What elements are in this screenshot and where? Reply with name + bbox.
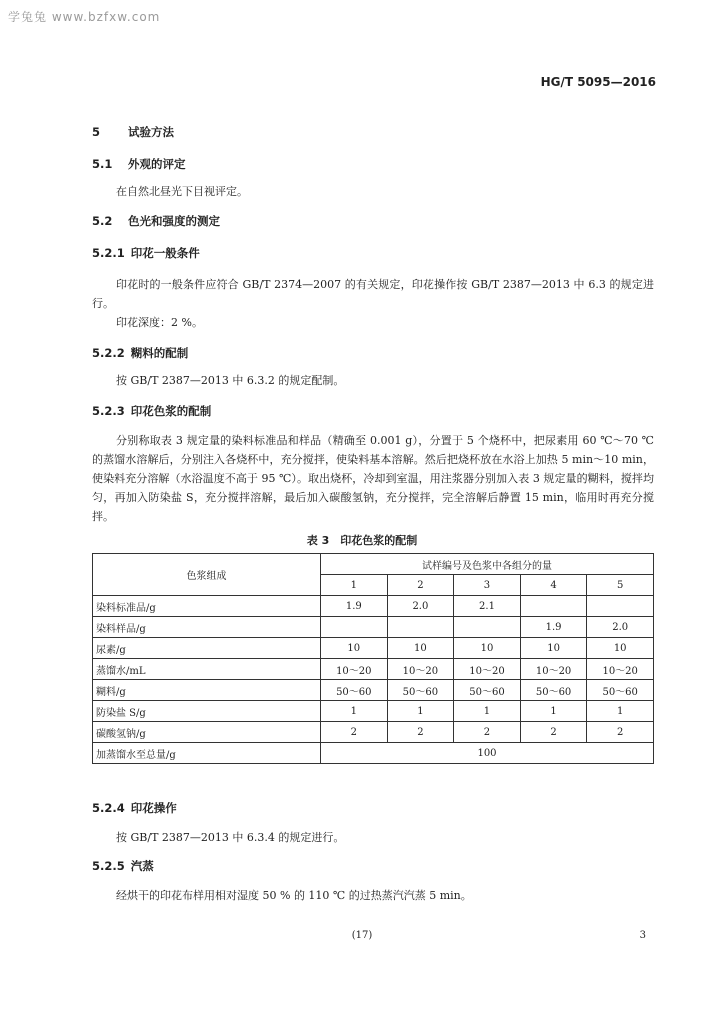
section-title: 印花色浆的配制 [130, 404, 212, 418]
table-header-row [93, 554, 654, 575]
cell: 10～20 [321, 659, 388, 680]
cell [454, 617, 521, 638]
section-title: 印花操作 [130, 801, 177, 815]
cell: 10～20 [387, 659, 454, 680]
cell: 50～60 [454, 680, 521, 701]
cell: 10 [454, 638, 521, 659]
section-title: 汽蒸 [130, 859, 154, 873]
cell: 2.0 [387, 596, 454, 617]
dye-paste-table [92, 553, 654, 764]
section-5-1-heading [92, 156, 186, 172]
section-5-2-5-text: 经烘干的印花布样用相对湿度 50 % 的 110 ℃ 的过热蒸汽汽蒸 5 min。 [116, 889, 472, 902]
row-label: 加蒸馏水至总量/g [93, 743, 321, 764]
section-number: 5.2 [92, 214, 113, 228]
section-5-2-3-text: 分别称取表 3 规定量的染料标准品和样品（精确至 0.001 g），分置于 5 个烧杯中，把尿素用 60 ℃～70 ℃的蒸馏水溶解后，分别注入各烧杯中，充分搅拌，使染料基本溶解。然后把烧杯放在水浴上加热 5 min～10 min，使染料充分溶解（水浴温度不高于 95 ℃）。取出烧杯，冷却到室温，用注浆器分别加入表 3 规定量的糊料，搅拌均匀，再加入防染盐 S，充分搅拌溶解，最后加入碳酸氢钠，充分搅拌，完全溶解后静置 15 min，临用时再充分搅拌。 [92, 434, 654, 523]
watermark: 学兔兔 www.bzfxw.com [8, 10, 161, 24]
section-5-2-4-heading [92, 800, 177, 816]
section-5-2-2-heading [92, 345, 188, 361]
section-5-2-3-heading [92, 403, 211, 419]
cell: 10 [520, 638, 587, 659]
cell: 50～60 [387, 680, 454, 701]
cell [587, 596, 654, 617]
cell: 1 [454, 701, 521, 722]
cell: 1.9 [520, 617, 587, 638]
section-5-2-heading [92, 213, 220, 229]
table-row [93, 680, 654, 701]
cell [321, 617, 388, 638]
cell: 10 [587, 638, 654, 659]
cell [520, 596, 587, 617]
section-number: 5.2.5 [92, 859, 125, 873]
section-title: 色光和强度的测定 [128, 214, 220, 228]
section-number: 5.2.3 [92, 404, 125, 418]
cell: 2 [587, 722, 654, 743]
section-title: 糊料的配制 [130, 346, 189, 360]
section-5-2-1-heading [92, 245, 200, 261]
page-number: 3 [639, 930, 646, 941]
section-title: 外观的评定 [128, 157, 186, 171]
row-label: 尿素/g [93, 638, 321, 659]
col-number: 4 [520, 575, 587, 596]
section-5-2-4-text: 按 GB/T 2387—2013 中 6.3.4 的规定进行。 [116, 831, 345, 844]
cell: 10～20 [587, 659, 654, 680]
cell [387, 617, 454, 638]
cell: 50～60 [587, 680, 654, 701]
standard-number: HG/T 5095—2016 [540, 75, 656, 89]
cell: 1 [520, 701, 587, 722]
table-row [93, 722, 654, 743]
table-row [93, 617, 654, 638]
cell: 10～20 [454, 659, 521, 680]
section-title: 试验方法 [128, 125, 174, 139]
section-5-2-1-text: 印花时的一般条件应符合 GB/T 2374—2007 的有关规定，印花操作按 GB/T 2387—2013 中 6.3 的规定进行。 [92, 278, 654, 310]
cell: 10 [321, 638, 388, 659]
section-number: 5.2.2 [92, 346, 125, 360]
row-label: 碳酸氢钠/g [93, 722, 321, 743]
col-number: 5 [587, 575, 654, 596]
row-label: 染料样品/g [93, 617, 321, 638]
section-number: 5 [92, 125, 101, 139]
table-total-row [93, 743, 654, 764]
section-5-1-text: 在自然北昼光下目视评定。 [116, 185, 248, 198]
table-row [93, 701, 654, 722]
cell: 2.1 [454, 596, 521, 617]
cell: 2.0 [587, 617, 654, 638]
cell: 1 [587, 701, 654, 722]
col-number: 2 [387, 575, 454, 596]
cell: 2 [520, 722, 587, 743]
row-label: 染料标准品/g [93, 596, 321, 617]
cell: 10 [387, 638, 454, 659]
row-label: 蒸馏水/mL [93, 659, 321, 680]
table-caption: 表 3 印花色浆的配制 [306, 534, 418, 547]
cell: 2 [454, 722, 521, 743]
cell: 2 [387, 722, 454, 743]
col-number: 3 [454, 575, 521, 596]
section-title: 印花一般条件 [130, 246, 200, 260]
cell: 100 [321, 743, 654, 764]
cell: 1 [387, 701, 454, 722]
col-header-composition: 色浆组成 [93, 554, 321, 596]
section-5-2-5-heading [92, 858, 154, 874]
row-label: 防染盐 S/g [93, 701, 321, 722]
cell: 2 [321, 722, 388, 743]
section-number: 5.2.1 [92, 246, 125, 260]
table-row [93, 659, 654, 680]
section-5-heading [92, 124, 174, 140]
section-5-2-1-depth: 印花深度：2 %。 [116, 316, 203, 329]
section-number: 5.2.4 [92, 801, 125, 815]
col-number: 1 [321, 575, 388, 596]
table-row [93, 596, 654, 617]
footer-page-marker: (17) [351, 930, 373, 941]
group-header: 试样编号及色浆中各组分的量 [321, 554, 654, 575]
cell: 50～60 [321, 680, 388, 701]
section-number: 5.1 [92, 157, 113, 171]
cell: 1 [321, 701, 388, 722]
cell: 1.9 [321, 596, 388, 617]
cell: 10～20 [520, 659, 587, 680]
table-row [93, 638, 654, 659]
row-label: 糊料/g [93, 680, 321, 701]
cell: 50～60 [520, 680, 587, 701]
section-5-2-2-text: 按 GB/T 2387—2013 中 6.3.2 的规定配制。 [116, 374, 345, 387]
